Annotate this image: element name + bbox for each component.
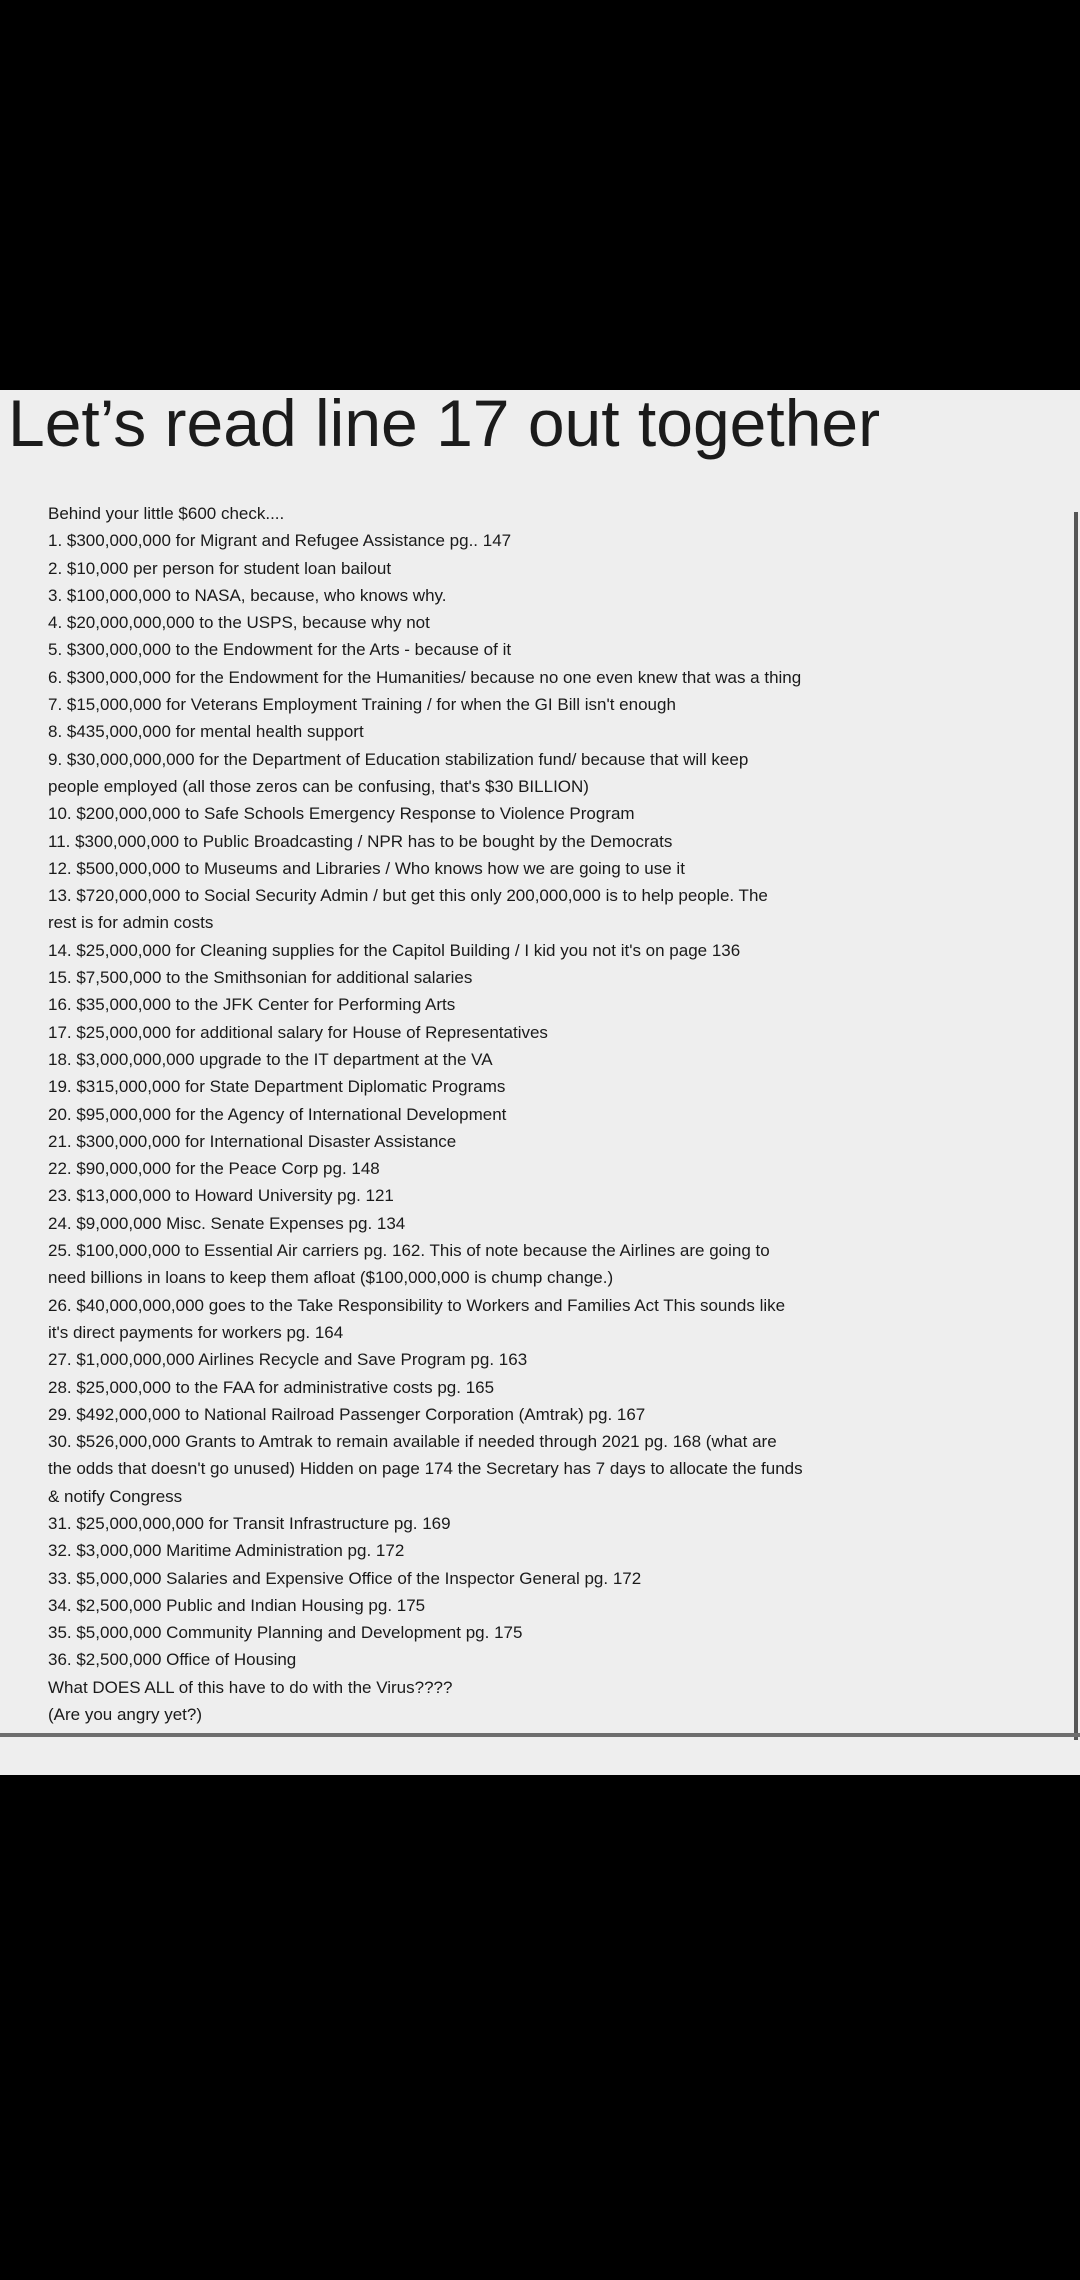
list-line: 30. $526,000,000 Grants to Amtrak to remain available if needed through 2021 pg. 168 (what are [48, 1432, 777, 1452]
list-line: 31. $25,000,000,000 for Transit Infrastructure pg. 169 [48, 1513, 451, 1533]
list-line: 32. $3,000,000 Maritime Administration pg. 172 [48, 1541, 405, 1561]
list-line: 28. $25,000,000 to the FAA for administrative costs pg. 165 [48, 1377, 495, 1397]
list-line: 36. $2,500,000 Office of Housing [48, 1650, 297, 1670]
list-line: 29. $492,000,000 to National Railroad Passenger Corporation (Amtrak) pg. 167 [48, 1404, 646, 1424]
list-line: 10. $200,000,000 to Safe Schools Emergency Response to Violence Program [48, 804, 635, 824]
list-line: & notify Congress [48, 1486, 183, 1506]
intro-line: Behind your little $600 check.... [48, 504, 285, 523]
list-line: 6. $300,000,000 for the Endowment for the Humanities/ because no one even knew that was a thing [48, 667, 802, 687]
closing-line: What DOES ALL of this have to do with the Virus???? [48, 1677, 453, 1697]
list-line: 8. $435,000,000 for mental health support [48, 722, 364, 742]
list-line: 5. $300,000,000 to the Endowment for the Arts - because of it [48, 640, 512, 660]
post-image[interactable] [0, 390, 1080, 1775]
list-line: it's direct payments for workers pg. 164 [48, 1322, 344, 1342]
list-line: 18. $3,000,000,000 upgrade to the IT department at the VA [48, 1049, 493, 1069]
list-line: 22. $90,000,000 for the Peace Corp pg. 148 [48, 1159, 380, 1179]
stimulus-list [48, 500, 1068, 1728]
list-line: 16. $35,000,000 to the JFK Center for Performing Arts [48, 995, 456, 1015]
list-line: rest is for admin costs [48, 913, 214, 933]
list-line: 11. $300,000,000 to Public Broadcasting / NPR has to be bought by the Democrats [48, 831, 673, 851]
list-line: need billions in loans to keep them afloat ($100,000,000 is chump change.) [48, 1268, 614, 1288]
list-line: 7. $15,000,000 for Veterans Employment Training / for when the GI Bill isn't enough [48, 695, 676, 715]
list-line: 25. $100,000,000 to Essential Air carriers pg. 162. This of note because the Airlines are going to [48, 1241, 770, 1261]
list-line: 27. $1,000,000,000 Airlines Recycle and Save Program pg. 163 [48, 1350, 528, 1370]
list-line: 35. $5,000,000 Community Planning and Development pg. 175 [48, 1623, 523, 1643]
list-line: 21. $300,000,000 for International Disaster Assistance [48, 1131, 457, 1151]
list-line: 12. $500,000,000 to Museums and Libraries / Who knows how we are going to use it [48, 858, 685, 878]
list-line: 3. $100,000,000 to NASA, because, who knows why. [48, 585, 447, 605]
headline: Let’s read line 17 out together [8, 390, 881, 460]
list-line: 9. $30,000,000,000 for the Department of Education stabilization fund/ because that will keep [48, 749, 749, 769]
list-line: 17. $25,000,000 for additional salary for House of Representatives [48, 1022, 548, 1042]
bottom-divider [0, 1733, 1080, 1737]
list-line: 13. $720,000,000 to Social Security Admin / but get this only 200,000,000 is to help people. The [48, 886, 768, 906]
list-line: 14. $25,000,000 for Cleaning supplies for the Capitol Building / I kid you not it's on page 136 [48, 940, 741, 960]
list-line: 4. $20,000,000,000 to the USPS, because why not [48, 613, 430, 633]
list-line: people employed (all those zeros can be confusing, that's $30 BILLION) [48, 776, 589, 796]
list-line: 1. $300,000,000 for Migrant and Refugee Assistance pg.. 147 [48, 531, 512, 551]
list-line: 24. $9,000,000 Misc. Senate Expenses pg. 134 [48, 1213, 406, 1233]
list-line: 15. $7,500,000 to the Smithsonian for additional salaries [48, 968, 473, 988]
closing-line: (Are you angry yet?) [48, 1705, 203, 1725]
page-edge-shadow [1074, 512, 1078, 1740]
list-line: 2. $10,000 per person for student loan bailout [48, 558, 392, 578]
list-line: 26. $40,000,000,000 goes to the Take Responsibility to Workers and Families Act This sounds like [48, 1295, 786, 1315]
list-line: 33. $5,000,000 Salaries and Expensive Office of the Inspector General pg. 172 [48, 1568, 642, 1588]
list-line: 19. $315,000,000 for State Department Diplomatic Programs [48, 1077, 506, 1097]
list-line: 20. $95,000,000 for the Agency of International Development [48, 1104, 507, 1124]
list-line: 23. $13,000,000 to Howard University pg. 121 [48, 1186, 394, 1206]
list-line: 34. $2,500,000 Public and Indian Housing pg. 175 [48, 1595, 426, 1615]
list-line: the odds that doesn't go unused) Hidden on page 174 the Secretary has 7 days to allocate the funds [48, 1459, 803, 1479]
